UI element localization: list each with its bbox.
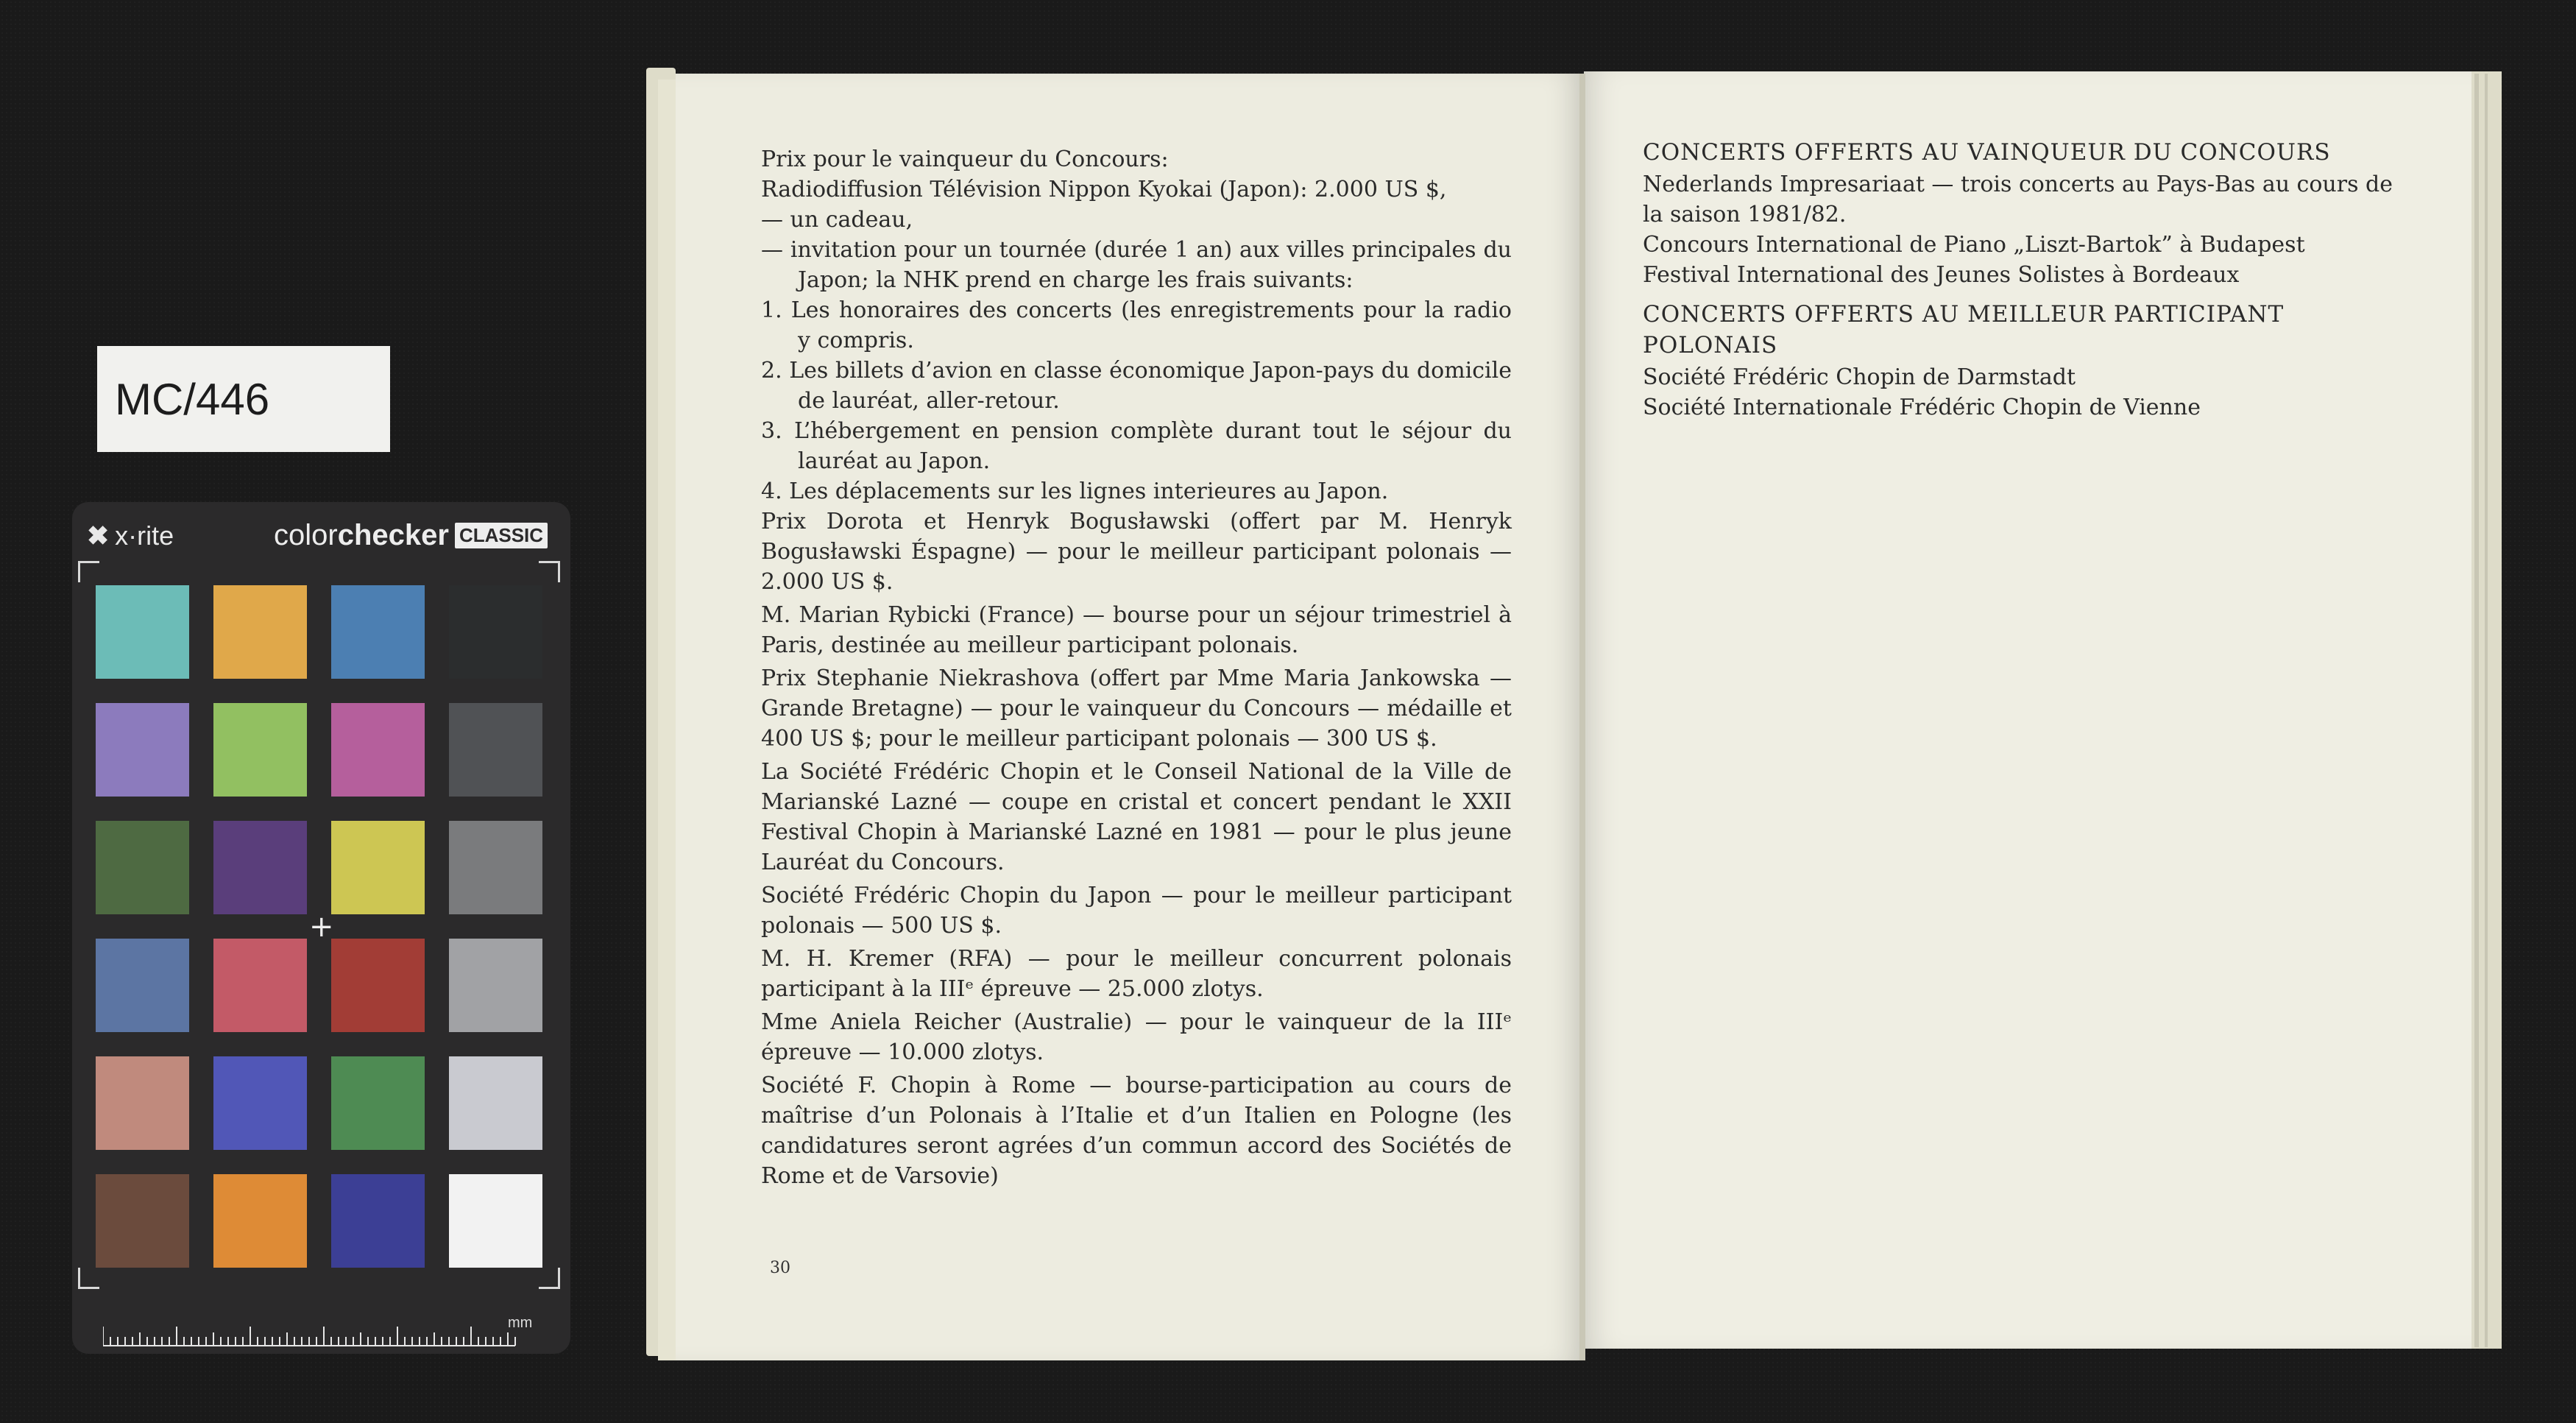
archive-label: MC/446	[97, 346, 390, 452]
prize-chopin-japan: Société Frédéric Chopin du Japon — pour le meilleur participant polonais — 500 US $.	[761, 883, 1512, 939]
color-swatch	[331, 1056, 425, 1150]
xrite-brand: x·rite	[115, 520, 174, 551]
expense-item-4: 4. Les déplacements sur les lignes interieures au Japon.	[761, 479, 1389, 504]
prize-boguslawski: Prix Dorota et Henryk Bogusławski (offert par M. Henryk Bogusławski Éspagne) — pour le meilleur participant polonais — 2.000 US $.	[761, 509, 1512, 595]
winner-concert-line: Concours International de Piano „Liszt-Bartok” à Budapest	[1643, 232, 2305, 258]
color-swatch	[96, 585, 189, 679]
color-swatch	[213, 939, 307, 1032]
right-page-text	[1643, 137, 2408, 431]
color-swatch	[331, 703, 425, 797]
xrite-logo	[87, 520, 174, 551]
book-gutter	[1579, 74, 1585, 1360]
color-swatch	[449, 939, 542, 1032]
frame-corner-bottom-left	[78, 1268, 99, 1289]
color-swatch	[213, 585, 307, 679]
center-cross-icon: +	[309, 910, 334, 944]
winner-concerts-heading: CONCERTS OFFERTS AU VAINQUEUR DU CONCOURS	[1643, 139, 2331, 166]
prize-niekrashova: Prix Stephanie Niekrashova (offert par Mme Maria Jankowska — Grande Bretagne) — pour le vainqueur du Concours — médaille et 400 US $; pour le meilleur participant polonais — 300 US $.	[761, 665, 1512, 752]
prize-item-tour: — invitation pour un tournée (durée 1 an) aux villes principales du Japon; la NHK prend en charge les frais suivants:	[761, 237, 1512, 293]
color-swatch	[96, 703, 189, 797]
xrite-mark-icon: ✖	[87, 520, 110, 551]
prize-reicher: Mme Aniela Reicher (Australie) — pour le vainqueur de la IIIᵉ épreuve — 10.000 zlotys.	[761, 1009, 1512, 1065]
color-swatch	[449, 585, 542, 679]
prize-chopin-rome: Société F. Chopin à Rome — bourse-participation au cours de maîtrise d’un Polonais à l’Italie et d’un Italien en Pologne (les candidatures seront agrées d’un commun accord des Sociétés de Rome et de Varsovie)	[761, 1073, 1512, 1189]
color-swatch	[96, 821, 189, 914]
ruler-unit: mm	[508, 1315, 533, 1331]
prize-nhk: Radiodiffusion Télévision Nippon Kyokai (Japon): 2.000 US $,	[761, 177, 1447, 202]
prize-marianske-lazne: La Société Frédéric Chopin et le Conseil National de la Ville de Marianské Lazné — coupe en cristal et concert pendant le XXII Festival Chopin à Marianské Lazné en 1981 — pour le plus jeune Lauréat du Concours.	[761, 759, 1512, 875]
color-swatch	[449, 1174, 542, 1268]
colorchecker-logo	[274, 519, 548, 552]
colorchecker-light: color	[274, 519, 338, 551]
color-swatch	[213, 1056, 307, 1150]
colorchecker-bold: checker	[337, 519, 449, 551]
color-swatch	[449, 703, 542, 797]
mm-ruler	[103, 1325, 530, 1347]
page-number: 30	[770, 1259, 790, 1277]
prize-item-gift: — un cadeau,	[761, 207, 913, 233]
polish-concert-line: Société Frédéric Chopin de Darmstadt	[1643, 364, 2076, 390]
color-swatch	[213, 1174, 307, 1268]
colorchecker-edition: CLASSIC	[455, 523, 548, 548]
winner-concert-line: Festival International des Jeunes Solistes à Bordeaux	[1643, 262, 2240, 288]
color-swatch	[331, 585, 425, 679]
left-page-text	[761, 144, 1512, 1194]
frame-corner-top-right	[539, 561, 560, 582]
expense-item-3: 3. L’hébergement en pension complète durant tout le séjour du lauréat au Japon.	[761, 418, 1512, 474]
color-swatch	[331, 939, 425, 1032]
expense-item-2: 2. Les billets d’avion en classe économique Japon-pays du domicile de lauréat, aller-retour.	[761, 358, 1512, 414]
polish-concert-line: Société Internationale Frédéric Chopin de Vienne	[1643, 395, 2201, 420]
prize-rybicki: M. Marian Rybicki (France) — bourse pour un séjour trimestriel à Paris, destinée au meilleur participant polonais.	[761, 602, 1512, 658]
expense-item-1: 1. Les honoraires des concerts (les enregistrements pour la radio y compris.	[761, 297, 1512, 353]
color-swatch	[96, 1056, 189, 1150]
color-swatch	[213, 821, 307, 914]
winner-concerts-section	[1643, 137, 2408, 290]
color-swatch	[96, 1174, 189, 1268]
polish-participant-heading: CONCERTS OFFERTS AU MEILLEUR PARTICIPANT POLONAIS	[1643, 301, 2285, 359]
color-swatch	[331, 1174, 425, 1268]
color-swatch	[331, 821, 425, 914]
prize-kremer: M. H. Kremer (RFA) — pour le meilleur concurrent polonais participant à la IIIᵉ épreuve — 25.000 zlotys.	[761, 946, 1512, 1002]
color-swatch	[449, 821, 542, 914]
page-edge-line-right-2	[2485, 74, 2488, 1347]
page-edge-line-right	[2474, 74, 2479, 1347]
frame-corner-bottom-right	[539, 1268, 560, 1289]
frame-corner-top-left	[78, 561, 99, 582]
prize-intro: Prix pour le vainqueur du Concours:	[761, 146, 1169, 172]
color-swatch	[213, 703, 307, 797]
color-swatch	[449, 1056, 542, 1150]
color-swatch	[96, 939, 189, 1032]
polish-participant-section	[1643, 299, 2408, 423]
winner-concert-line: Nederlands Impresariaat — trois concerts au Pays-Bas au cours de la saison 1981/82.	[1643, 172, 2393, 227]
